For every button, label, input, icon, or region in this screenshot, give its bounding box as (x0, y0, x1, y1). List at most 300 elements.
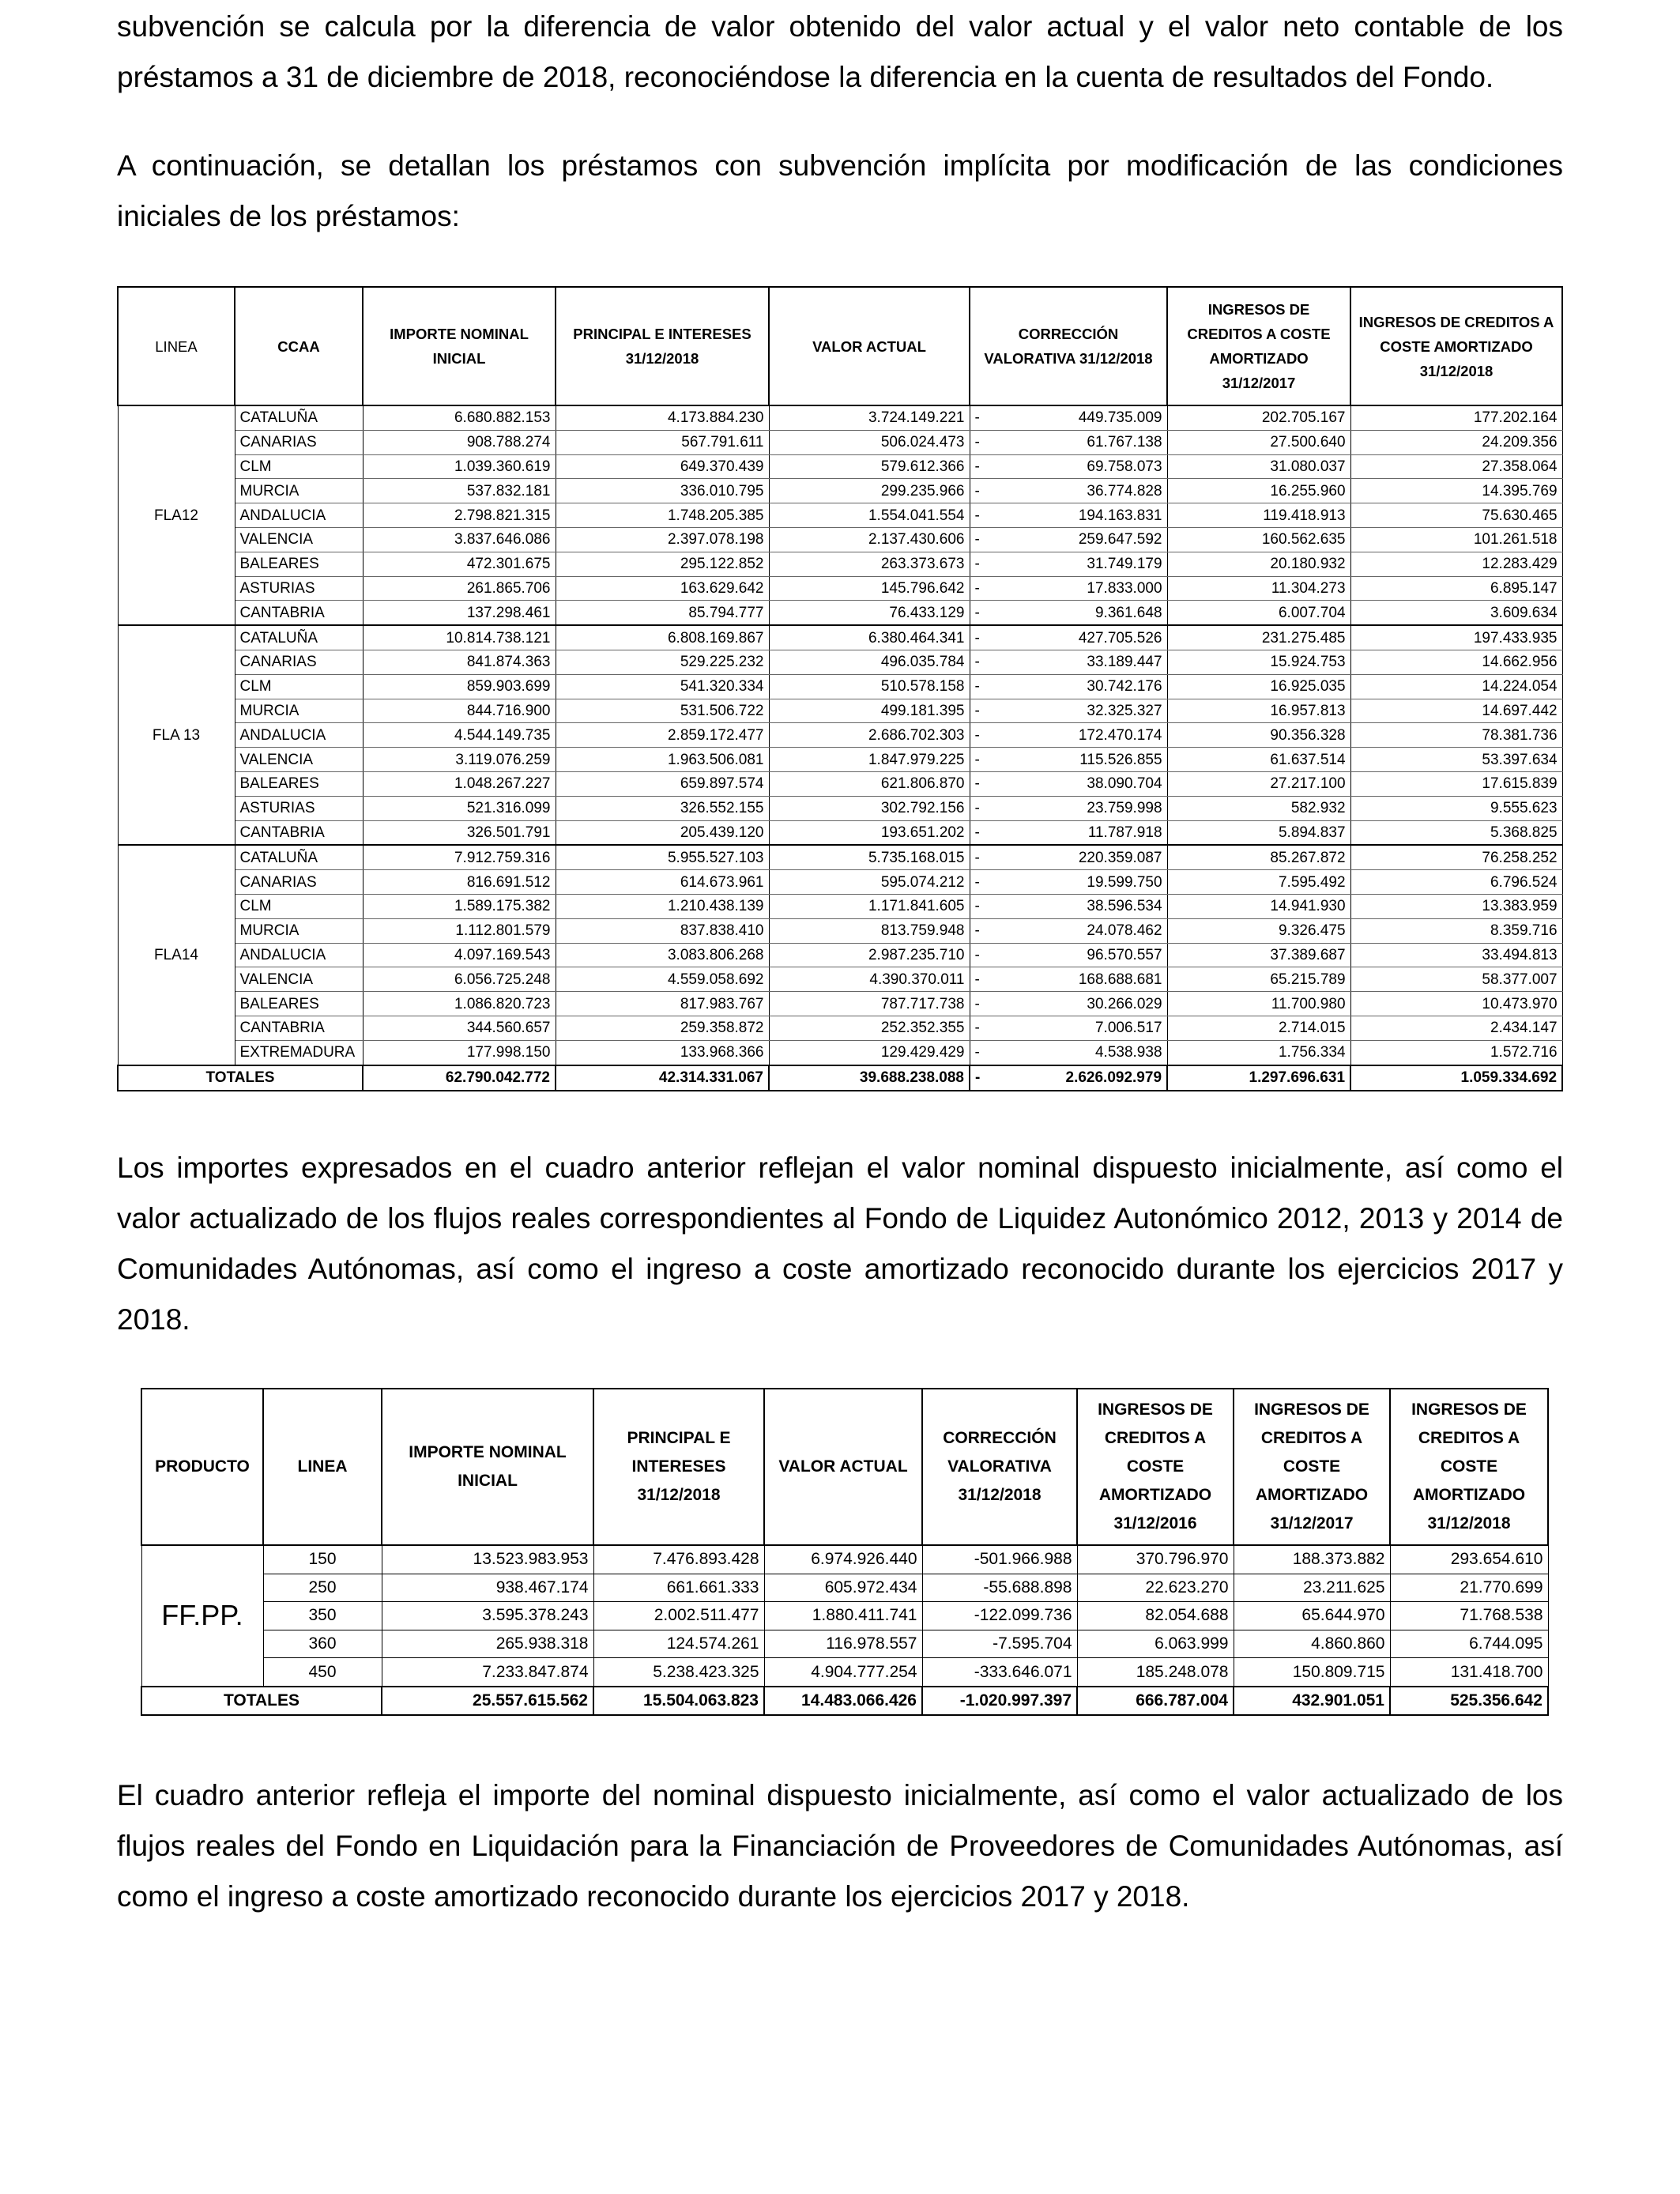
cell-ccaa: BALEARES (235, 771, 363, 796)
header-linea: LINEA (263, 1389, 382, 1545)
cell-ingresos-2018: 17.615.839 (1350, 771, 1562, 796)
table-row (118, 674, 1562, 699)
cell-ingresos-2017: 2.714.015 (1167, 1016, 1350, 1040)
cell-ingresos-2018: 12.283.429 (1350, 552, 1562, 576)
total-ingresos-2017: 432.901.051 (1234, 1687, 1390, 1715)
cell-ingresos-2018: 58.377.007 (1350, 967, 1562, 992)
cell-importe: 938.467.174 (382, 1574, 593, 1602)
header-ingresos-2018: INGRESOS DE CREDITOS A COSTE AMORTIZADO 31/12/2018 (1350, 287, 1562, 405)
cell-sign: - (970, 454, 987, 479)
table-row (141, 1574, 1548, 1602)
cell-ingresos-2018: 6.895.147 (1350, 576, 1562, 601)
cell-correccion: 19.599.750 (987, 870, 1167, 895)
cell-principal: 837.838.410 (556, 918, 769, 943)
header-producto: PRODUCTO (141, 1389, 263, 1545)
cell-principal: 529.225.232 (556, 650, 769, 674)
cell-ccaa: ANDALUCIA (235, 943, 363, 967)
cell-ingresos-2016: 185.248.078 (1077, 1658, 1234, 1687)
cell-ingresos-2017: 23.211.625 (1234, 1574, 1390, 1602)
cell-importe: 4.544.149.735 (363, 723, 556, 748)
cell-sign: - (970, 601, 987, 625)
table2-header-row (141, 1389, 1548, 1545)
cell-valor: 2.686.702.303 (769, 723, 970, 748)
total-sign: - (970, 1065, 987, 1091)
cell-ingresos-2018: 5.368.825 (1350, 820, 1562, 845)
cell-correccion: 4.538.938 (987, 1040, 1167, 1065)
totals-label: TOTALES (141, 1687, 382, 1715)
cell-ingresos-2017: 65.215.789 (1167, 967, 1350, 992)
table-row (118, 454, 1562, 479)
cell-ingresos-2018: 33.494.813 (1350, 943, 1562, 967)
table-row (118, 1040, 1562, 1065)
table-row (118, 820, 1562, 845)
cell-valor: 193.651.202 (769, 820, 970, 845)
cell-ingresos-2017: 90.356.328 (1167, 723, 1350, 748)
paragraph-intro-table1: A continuación, se detallan los préstamos con subvención implícita por modificación de las condiciones iniciales de los préstamos: (117, 149, 1563, 232)
cell-valor: 506.024.473 (769, 430, 970, 454)
cell-principal: 2.859.172.477 (556, 723, 769, 748)
cell-ingresos-2017: 27.500.640 (1167, 430, 1350, 454)
table-row (141, 1630, 1548, 1658)
cell-ccaa: BALEARES (235, 992, 363, 1016)
cell-importe: 137.298.461 (363, 601, 556, 625)
cell-sign: - (970, 503, 987, 528)
cell-ingresos-2017: 231.275.485 (1167, 625, 1350, 650)
cell-ingresos-2017: 1.756.334 (1167, 1040, 1350, 1065)
cell-importe: 537.832.181 (363, 479, 556, 503)
cell-principal: 2.397.078.198 (556, 527, 769, 552)
cell-correccion: 38.596.534 (987, 894, 1167, 918)
cell-correccion: 23.759.998 (987, 796, 1167, 820)
cell-ingresos-2017: 188.373.882 (1234, 1545, 1390, 1574)
cell-valor: 1.847.979.225 (769, 748, 970, 772)
cell-valor: 621.806.870 (769, 771, 970, 796)
cell-correccion: 220.359.087 (987, 845, 1167, 869)
cell-ingresos-2018: 293.654.610 (1390, 1545, 1548, 1574)
cell-correccion: 36.774.828 (987, 479, 1167, 503)
cell-correccion: 7.006.517 (987, 1016, 1167, 1040)
cell-ingresos-2017: 61.637.514 (1167, 748, 1350, 772)
cell-valor: 510.578.158 (769, 674, 970, 699)
cell-sign: - (970, 430, 987, 454)
total-correccion: 2.626.092.979 (987, 1065, 1167, 1091)
cell-valor: 129.429.429 (769, 1040, 970, 1065)
total-importe: 62.790.042.772 (363, 1065, 556, 1091)
cell-correccion: -7.595.704 (922, 1630, 1077, 1658)
cell-valor: 6.380.464.341 (769, 625, 970, 650)
cell-linea: FLA14 (118, 845, 235, 1065)
cell-valor: 496.035.784 (769, 650, 970, 674)
totals-row (118, 1065, 1562, 1091)
cell-correccion: 30.266.029 (987, 992, 1167, 1016)
cell-valor: 499.181.395 (769, 699, 970, 723)
cell-ingresos-2017: 7.595.492 (1167, 870, 1350, 895)
cell-sign: - (970, 1016, 987, 1040)
table-row (118, 796, 1562, 820)
cell-principal: 541.320.334 (556, 674, 769, 699)
cell-ingresos-2016: 6.063.999 (1077, 1630, 1234, 1658)
cell-ingresos-2017: 16.255.960 (1167, 479, 1350, 503)
cell-correccion: 11.787.918 (987, 820, 1167, 845)
cell-importe: 3.837.646.086 (363, 527, 556, 552)
cell-principal: 817.983.767 (556, 992, 769, 1016)
table-row (118, 430, 1562, 454)
cell-ingresos-2018: 10.473.970 (1350, 992, 1562, 1016)
cell-valor: 145.796.642 (769, 576, 970, 601)
cell-producto: FF.PP. (141, 1545, 263, 1687)
cell-ccaa: CANARIAS (235, 430, 363, 454)
table-row (118, 771, 1562, 796)
cell-ingresos-2017: 4.860.860 (1234, 1630, 1390, 1658)
cell-ccaa: CANTABRIA (235, 1016, 363, 1040)
cell-sign: - (970, 967, 987, 992)
cell-valor: 2.137.430.606 (769, 527, 970, 552)
cell-principal: 205.439.120 (556, 820, 769, 845)
cell-ingresos-2017: 160.562.635 (1167, 527, 1350, 552)
cell-sign: - (970, 820, 987, 845)
table-row (118, 723, 1562, 748)
cell-importe: 3.595.378.243 (382, 1602, 593, 1630)
cell-importe: 859.903.699 (363, 674, 556, 699)
cell-ingresos-2018: 21.770.699 (1390, 1574, 1548, 1602)
cell-principal: 3.083.806.268 (556, 943, 769, 967)
cell-principal: 124.574.261 (593, 1630, 764, 1658)
header-principal: PRINCIPAL E INTERESES 31/12/2018 (556, 287, 769, 405)
cell-importe: 841.874.363 (363, 650, 556, 674)
cell-sign: - (970, 943, 987, 967)
table-row (118, 699, 1562, 723)
cell-linea: 360 (263, 1630, 382, 1658)
paragraph-intro-continued: subvención se calcula por la diferencia de valor obtenido del valor actual y el valor neto contable de los préstamos a 31 de diciembre de 2018, reconociéndose la diferencia en la cuenta de resultados del Fondo. (117, 10, 1563, 93)
total-valor: 14.483.066.426 (764, 1687, 922, 1715)
cell-principal: 85.794.777 (556, 601, 769, 625)
paragraph-after-table2: El cuadro anterior refleja el importe del nominal dispuesto inicialmente, así como el valor actualizado de los flujos reales del Fondo en Liquidación para la Financiación de Proveedores de Comunidades Autónomas, así como el ingreso a coste amortizado reconocido durante los ejercicios 2017 y 2018. (117, 1779, 1563, 1913)
cell-importe: 844.716.900 (363, 699, 556, 723)
cell-ccaa: ANDALUCIA (235, 503, 363, 528)
cell-valor: 4.390.370.011 (769, 967, 970, 992)
cell-sign: - (970, 527, 987, 552)
table-row (141, 1545, 1548, 1574)
table-row (118, 503, 1562, 528)
table-row (118, 992, 1562, 1016)
cell-ingresos-2017: 85.267.872 (1167, 845, 1350, 869)
header-correccion: CORRECCIÓN VALORATIVA 31/12/2018 (922, 1389, 1077, 1545)
cell-ingresos-2018: 2.434.147 (1350, 1016, 1562, 1040)
header-ccaa: CCAA (235, 287, 363, 405)
cell-sign: - (970, 845, 987, 869)
cell-linea: 250 (263, 1574, 382, 1602)
cell-principal: 4.559.058.692 (556, 967, 769, 992)
cell-correccion: 30.742.176 (987, 674, 1167, 699)
table-row (118, 748, 1562, 772)
cell-correccion: 96.570.557 (987, 943, 1167, 967)
cell-ingresos-2018: 131.418.700 (1390, 1658, 1548, 1687)
cell-ingresos-2017: 15.924.753 (1167, 650, 1350, 674)
cell-correccion: 115.526.855 (987, 748, 1167, 772)
cell-sign: - (970, 552, 987, 576)
cell-linea: FLA12 (118, 405, 235, 625)
cell-sign: - (970, 992, 987, 1016)
cell-valor: 1.171.841.605 (769, 894, 970, 918)
cell-principal: 7.476.893.428 (593, 1545, 764, 1574)
cell-ccaa: VALENCIA (235, 527, 363, 552)
cell-principal: 295.122.852 (556, 552, 769, 576)
cell-sign: - (970, 771, 987, 796)
cell-principal: 5.955.527.103 (556, 845, 769, 869)
cell-ingresos-2016: 370.796.970 (1077, 1545, 1234, 1574)
cell-valor: 263.373.673 (769, 552, 970, 576)
table-row (118, 552, 1562, 576)
cell-correccion: 194.163.831 (987, 503, 1167, 528)
cell-ingresos-2017: 65.644.970 (1234, 1602, 1390, 1630)
cell-principal: 649.370.439 (556, 454, 769, 479)
cell-ingresos-2017: 6.007.704 (1167, 601, 1350, 625)
header-correccion: CORRECCIÓN VALORATIVA 31/12/2018 (970, 287, 1167, 405)
cell-ccaa: CATALUÑA (235, 625, 363, 650)
cell-ingresos-2018: 14.662.956 (1350, 650, 1562, 674)
cell-ingresos-2018: 9.555.623 (1350, 796, 1562, 820)
cell-sign: - (970, 699, 987, 723)
cell-ccaa: CANARIAS (235, 650, 363, 674)
cell-importe: 472.301.675 (363, 552, 556, 576)
cell-ingresos-2017: 31.080.037 (1167, 454, 1350, 479)
cell-ccaa: ASTURIAS (235, 576, 363, 601)
cell-importe: 816.691.512 (363, 870, 556, 895)
cell-ingresos-2018: 197.433.935 (1350, 625, 1562, 650)
cell-valor: 605.972.434 (764, 1574, 922, 1602)
cell-principal: 531.506.722 (556, 699, 769, 723)
cell-linea: 350 (263, 1602, 382, 1630)
cell-sign: - (970, 674, 987, 699)
cell-ingresos-2018: 53.397.634 (1350, 748, 1562, 772)
cell-ingresos-2018: 8.359.716 (1350, 918, 1562, 943)
cell-correccion: -333.646.071 (922, 1658, 1077, 1687)
table-row (118, 894, 1562, 918)
cell-sign: - (970, 870, 987, 895)
cell-ingresos-2017: 16.925.035 (1167, 674, 1350, 699)
cell-importe: 7.912.759.316 (363, 845, 556, 869)
cell-importe: 344.560.657 (363, 1016, 556, 1040)
total-correccion: -1.020.997.397 (922, 1687, 1077, 1715)
table-row (141, 1658, 1548, 1687)
cell-ccaa: CLM (235, 454, 363, 479)
totals-row (141, 1687, 1548, 1715)
cell-correccion: -55.688.898 (922, 1574, 1077, 1602)
table-row (118, 967, 1562, 992)
cell-sign: - (970, 650, 987, 674)
cell-valor: 595.074.212 (769, 870, 970, 895)
cell-importe: 2.798.821.315 (363, 503, 556, 528)
cell-importe: 3.119.076.259 (363, 748, 556, 772)
cell-valor: 787.717.738 (769, 992, 970, 1016)
table-row (118, 479, 1562, 503)
cell-principal: 259.358.872 (556, 1016, 769, 1040)
total-importe: 25.557.615.562 (382, 1687, 593, 1715)
cell-valor: 299.235.966 (769, 479, 970, 503)
cell-principal: 1.748.205.385 (556, 503, 769, 528)
cell-valor: 252.352.355 (769, 1016, 970, 1040)
cell-correccion: 259.647.592 (987, 527, 1167, 552)
cell-ingresos-2017: 11.700.980 (1167, 992, 1350, 1016)
cell-correccion: -501.966.988 (922, 1545, 1077, 1574)
table-row (118, 576, 1562, 601)
cell-importe: 521.316.099 (363, 796, 556, 820)
cell-correccion: 168.688.681 (987, 967, 1167, 992)
header-ingresos-2016: INGRESOS DE CREDITOS A COSTE AMORTIZADO 31/12/2016 (1077, 1389, 1234, 1545)
header-ingresos-2018: INGRESOS DE CREDITOS A COSTE AMORTIZADO 31/12/2018 (1390, 1389, 1548, 1545)
cell-importe: 1.039.360.619 (363, 454, 556, 479)
cell-importe: 1.112.801.579 (363, 918, 556, 943)
cell-valor: 3.724.149.221 (769, 405, 970, 430)
header-ingresos-2017: INGRESOS DE CREDITOS A COSTE AMORTIZADO 31/12/2017 (1234, 1389, 1390, 1545)
cell-ingresos-2017: 119.418.913 (1167, 503, 1350, 528)
cell-ingresos-2018: 24.209.356 (1350, 430, 1562, 454)
cell-ingresos-2018: 14.395.769 (1350, 479, 1562, 503)
table-row (118, 845, 1562, 869)
cell-ccaa: CLM (235, 674, 363, 699)
header-importe: IMPORTE NOMINAL INICIAL (382, 1389, 593, 1545)
cell-ingresos-2018: 1.572.716 (1350, 1040, 1562, 1065)
cell-ingresos-2017: 5.894.837 (1167, 820, 1350, 845)
cell-importe: 177.998.150 (363, 1040, 556, 1065)
cell-ccaa: VALENCIA (235, 967, 363, 992)
header-ingresos-2017: INGRESOS DE CREDITOS A COSTE AMORTIZADO 31/12/2017 (1167, 287, 1350, 405)
cell-sign: - (970, 625, 987, 650)
table-row (118, 943, 1562, 967)
cell-importe: 265.938.318 (382, 1630, 593, 1658)
cell-ccaa: CANTABRIA (235, 601, 363, 625)
cell-valor: 579.612.366 (769, 454, 970, 479)
table1-header-row (118, 287, 1562, 405)
cell-ccaa: MURCIA (235, 699, 363, 723)
cell-ccaa: BALEARES (235, 552, 363, 576)
cell-principal: 133.968.366 (556, 1040, 769, 1065)
paragraph-after-table1: Los importes expresados en el cuadro anterior reflejan el valor nominal dispuesto inicialmente, así como el valor actualizado de los flujos reales correspondientes al Fondo de Liquidez Autonómico 2012, 2013 y 2014 de Comunidades Autónomas, así como el ingreso a coste amortizado reconocido durante los ejercicios 2017 y 2018. (117, 1152, 1563, 1336)
header-linea: LINEA (118, 287, 235, 405)
total-ingresos-2018: 525.356.642 (1390, 1687, 1548, 1715)
cell-principal: 614.673.961 (556, 870, 769, 895)
table-fla-loans (117, 286, 1563, 1091)
cell-principal: 659.897.574 (556, 771, 769, 796)
cell-valor: 6.974.926.440 (764, 1545, 922, 1574)
cell-ccaa: MURCIA (235, 479, 363, 503)
totals-label: TOTALES (118, 1065, 363, 1091)
cell-principal: 6.808.169.867 (556, 625, 769, 650)
cell-principal: 661.661.333 (593, 1574, 764, 1602)
cell-ingresos-2017: 150.809.715 (1234, 1658, 1390, 1687)
cell-correccion: 31.749.179 (987, 552, 1167, 576)
cell-valor: 76.433.129 (769, 601, 970, 625)
cell-valor: 116.978.557 (764, 1630, 922, 1658)
cell-ccaa: ANDALUCIA (235, 723, 363, 748)
cell-correccion: 17.833.000 (987, 576, 1167, 601)
total-ingresos-2016: 666.787.004 (1077, 1687, 1234, 1715)
total-principal: 15.504.063.823 (593, 1687, 764, 1715)
cell-ingresos-2018: 27.358.064 (1350, 454, 1562, 479)
cell-linea: FLA 13 (118, 625, 235, 845)
cell-sign: - (970, 723, 987, 748)
cell-ingresos-2017: 582.932 (1167, 796, 1350, 820)
cell-importe: 10.814.738.121 (363, 625, 556, 650)
cell-importe: 6.680.882.153 (363, 405, 556, 430)
cell-sign: - (970, 894, 987, 918)
cell-principal: 5.238.423.325 (593, 1658, 764, 1687)
cell-principal: 1.963.506.081 (556, 748, 769, 772)
cell-ingresos-2018: 6.744.095 (1390, 1630, 1548, 1658)
cell-ingresos-2018: 78.381.736 (1350, 723, 1562, 748)
table-row (118, 601, 1562, 625)
cell-valor: 302.792.156 (769, 796, 970, 820)
cell-importe: 1.048.267.227 (363, 771, 556, 796)
cell-correccion: -122.099.736 (922, 1602, 1077, 1630)
cell-principal: 1.210.438.139 (556, 894, 769, 918)
cell-sign: - (970, 405, 987, 430)
total-valor: 39.688.238.088 (769, 1065, 970, 1091)
cell-ingresos-2017: 14.941.930 (1167, 894, 1350, 918)
cell-ingresos-2017: 20.180.932 (1167, 552, 1350, 576)
cell-principal: 336.010.795 (556, 479, 769, 503)
cell-principal: 163.629.642 (556, 576, 769, 601)
table-row (118, 918, 1562, 943)
cell-ingresos-2018: 13.383.959 (1350, 894, 1562, 918)
total-ingresos-2018: 1.059.334.692 (1350, 1065, 1562, 1091)
cell-correccion: 9.361.648 (987, 601, 1167, 625)
cell-importe: 4.097.169.543 (363, 943, 556, 967)
cell-ccaa: ASTURIAS (235, 796, 363, 820)
cell-valor: 1.554.041.554 (769, 503, 970, 528)
cell-principal: 326.552.155 (556, 796, 769, 820)
header-importe: IMPORTE NOMINAL INICIAL (363, 287, 556, 405)
cell-ccaa: CLM (235, 894, 363, 918)
cell-correccion: 33.189.447 (987, 650, 1167, 674)
table-row (118, 1016, 1562, 1040)
cell-importe: 1.589.175.382 (363, 894, 556, 918)
cell-ccaa: EXTREMADURA (235, 1040, 363, 1065)
cell-importe: 326.501.791 (363, 820, 556, 845)
cell-importe: 261.865.706 (363, 576, 556, 601)
cell-correccion: 69.758.073 (987, 454, 1167, 479)
cell-ingresos-2018: 3.609.634 (1350, 601, 1562, 625)
cell-correccion: 24.078.462 (987, 918, 1167, 943)
cell-ccaa: VALENCIA (235, 748, 363, 772)
table-row (118, 405, 1562, 430)
total-principal: 42.314.331.067 (556, 1065, 769, 1091)
cell-correccion: 172.470.174 (987, 723, 1167, 748)
cell-sign: - (970, 1040, 987, 1065)
cell-importe: 6.056.725.248 (363, 967, 556, 992)
cell-correccion: 427.705.526 (987, 625, 1167, 650)
cell-principal: 567.791.611 (556, 430, 769, 454)
cell-ingresos-2017: 16.957.813 (1167, 699, 1350, 723)
cell-sign: - (970, 918, 987, 943)
cell-ingresos-2018: 177.202.164 (1350, 405, 1562, 430)
header-valor: VALOR ACTUAL (764, 1389, 922, 1545)
cell-principal: 2.002.511.477 (593, 1602, 764, 1630)
cell-valor: 5.735.168.015 (769, 845, 970, 869)
cell-sign: - (970, 479, 987, 503)
cell-valor: 4.904.777.254 (764, 1658, 922, 1687)
table-row (118, 650, 1562, 674)
cell-valor: 1.880.411.741 (764, 1602, 922, 1630)
cell-principal: 4.173.884.230 (556, 405, 769, 430)
cell-ingresos-2018: 76.258.252 (1350, 845, 1562, 869)
cell-ingresos-2017: 37.389.687 (1167, 943, 1350, 967)
cell-ingresos-2016: 22.623.270 (1077, 1574, 1234, 1602)
table-row (118, 527, 1562, 552)
table-ffpp-loans (141, 1388, 1549, 1716)
cell-correccion: 38.090.704 (987, 771, 1167, 796)
cell-sign: - (970, 748, 987, 772)
